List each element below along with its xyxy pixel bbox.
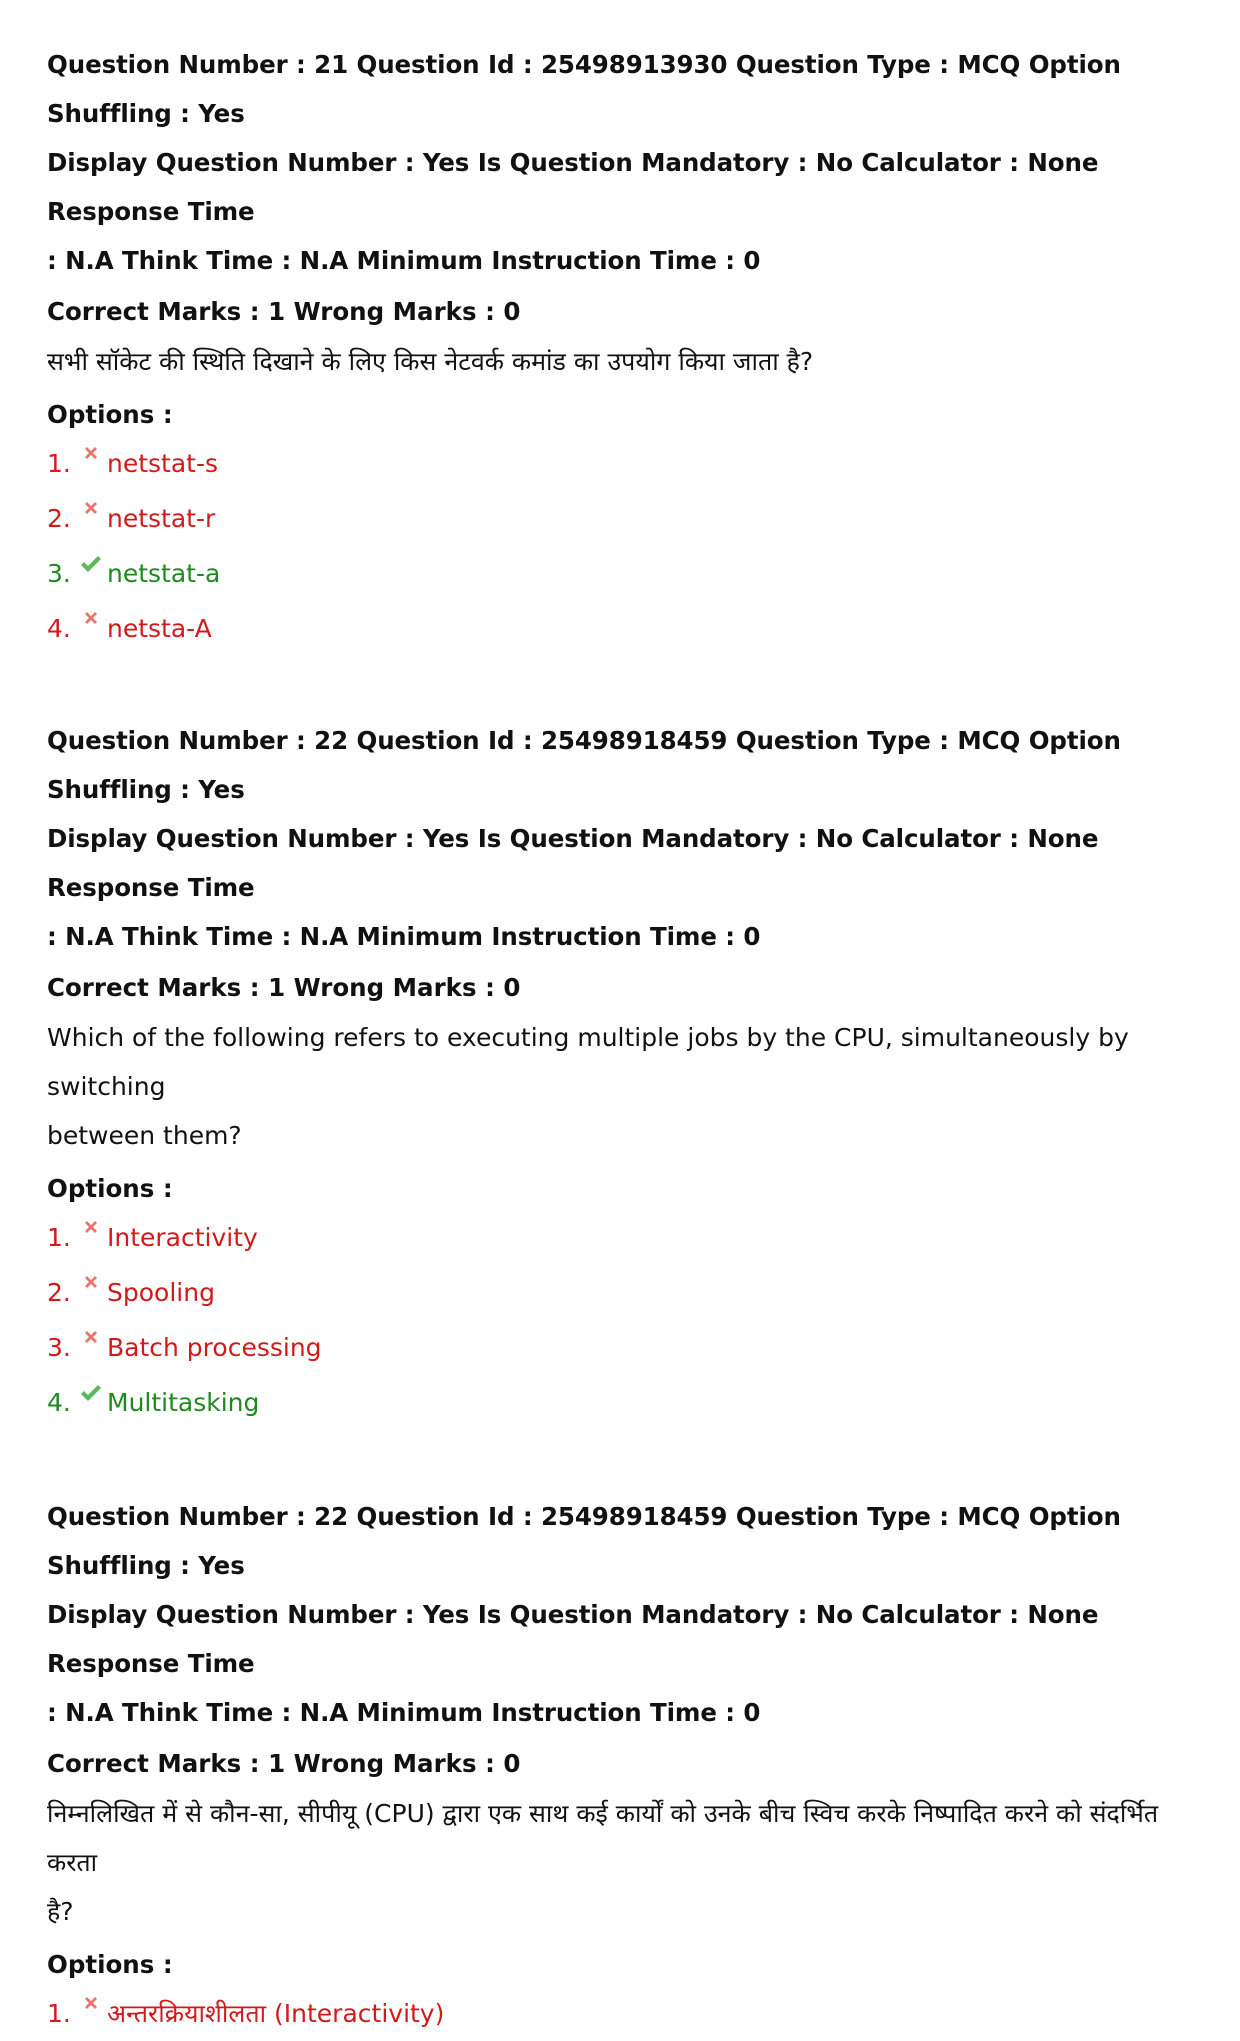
option-number: 1. (47, 1223, 71, 1252)
check-icon (77, 554, 105, 582)
option-item (47, 436, 1207, 491)
option-text: netsta-A (107, 614, 212, 643)
option-item (47, 1210, 1207, 1265)
option-item (47, 1265, 1207, 1320)
cross-icon (77, 1273, 105, 1301)
question-spacer (47, 1430, 1207, 1492)
question-meta-line: Display Question Number : Yes Is Question Mandatory : No Calculator : None Response Time (47, 1600, 1099, 1678)
options-label: Options : (47, 400, 173, 429)
option-number: 1. (47, 1999, 71, 2028)
options-label: Options : (47, 1174, 173, 1203)
question-meta (47, 716, 1207, 961)
option-item (47, 1375, 1207, 1430)
question-text (47, 1013, 1207, 1160)
question-spacer (47, 656, 1207, 716)
option-number: 2. (47, 1278, 71, 1307)
question-meta-line: Question Number : 22 Question Id : 25498918459 Question Type : MCQ Option Shuffling : Yes (47, 726, 1121, 804)
question-meta (47, 40, 1207, 285)
question-text-line: Which of the following refers to executing multiple jobs by the CPU, simultaneously by switching (47, 1023, 1129, 1101)
question-text-line: between them? (47, 1121, 242, 1150)
question-meta-line: Question Number : 21 Question Id : 25498913930 Question Type : MCQ Option Shuffling : Yes (47, 50, 1121, 128)
question-text-line: है? (47, 1897, 74, 1926)
question-text: सभी सॉकेट की स्थिति दिखाने के लिए किस नेटवर्क कमांड का उपयोग किया जाता है? (47, 347, 814, 376)
option-text: Batch processing (107, 1333, 322, 1362)
question-text (47, 1789, 1207, 1936)
question-text-line: निम्नलिखित में से कौन-सा, सीपीयू (CPU) द्वारा एक साथ कई कार्यों को उनके बीच स्विच करके निष्पादित करने को संदर्भित करता (47, 1799, 1159, 1877)
options-label: Options : (47, 1950, 173, 1979)
question-meta-line: Question Number : 22 Question Id : 25498918459 Question Type : MCQ Option Shuffling : Yes (47, 1502, 1121, 1580)
question-meta-line: Display Question Number : Yes Is Question Mandatory : No Calculator : None Response Time (47, 824, 1099, 902)
question-meta (47, 1492, 1207, 1737)
option-text: netstat-a (107, 559, 221, 588)
question-22 (47, 716, 1207, 1430)
cross-icon (77, 1218, 105, 1246)
option-number: 3. (47, 559, 71, 588)
option-text: अन्तरक्रियाशीलता (Interactivity) (107, 1999, 445, 2028)
options-list (47, 436, 1207, 656)
option-text: Spooling (107, 1278, 215, 1307)
cross-icon (77, 1994, 105, 2022)
option-item (47, 1986, 1207, 2041)
option-number: 3. (47, 1333, 71, 1362)
options-list (47, 1986, 1207, 2041)
marks-line: Correct Marks : 1 Wrong Marks : 0 (47, 297, 521, 326)
option-text: Multitasking (107, 1388, 260, 1417)
option-text: netstat-r (107, 504, 216, 533)
option-item (47, 491, 1207, 546)
cross-icon (77, 444, 105, 472)
cross-icon (77, 609, 105, 637)
check-icon (77, 1383, 105, 1411)
option-number: 2. (47, 504, 71, 533)
marks-line: Correct Marks : 1 Wrong Marks : 0 (47, 1749, 521, 1778)
option-number: 4. (47, 1388, 71, 1417)
option-text: Interactivity (107, 1223, 258, 1252)
option-item (47, 546, 1207, 601)
option-item (47, 601, 1207, 656)
question-meta-line: Display Question Number : Yes Is Question Mandatory : No Calculator : None Response Time (47, 148, 1099, 226)
option-item (47, 1320, 1207, 1375)
question-22-hindi (47, 1492, 1207, 2041)
question-21 (47, 40, 1207, 656)
question-paper (47, 40, 1207, 2041)
marks-line: Correct Marks : 1 Wrong Marks : 0 (47, 973, 521, 1002)
option-number: 4. (47, 614, 71, 643)
cross-icon (77, 1328, 105, 1356)
option-text: netstat-s (107, 449, 219, 478)
question-meta-line: : N.A Think Time : N.A Minimum Instruction Time : 0 (47, 1698, 761, 1727)
option-number: 1. (47, 449, 71, 478)
question-meta-line: : N.A Think Time : N.A Minimum Instruction Time : 0 (47, 246, 761, 275)
options-list (47, 1210, 1207, 1430)
cross-icon (77, 499, 105, 527)
question-meta-line: : N.A Think Time : N.A Minimum Instruction Time : 0 (47, 922, 761, 951)
